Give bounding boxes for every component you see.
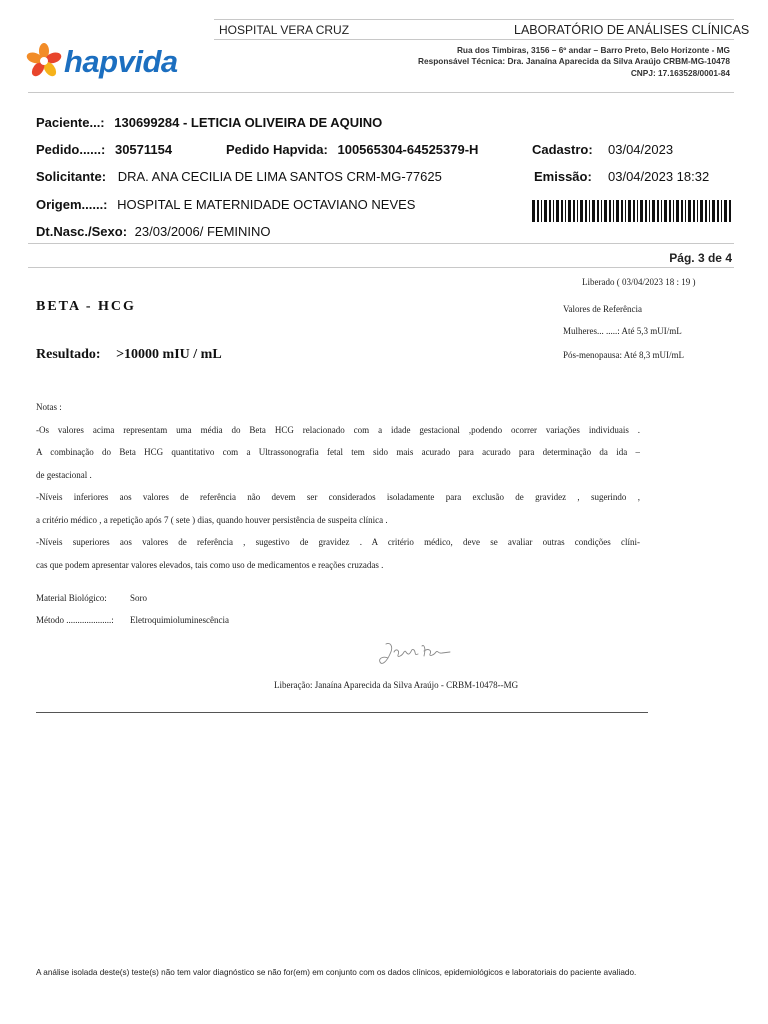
reference-postmenopause: Pós-menopausa: Até 8,3 mUI/mL: [563, 350, 684, 360]
liberado-timestamp: Liberado ( 03/04/2023 18 : 19 ): [582, 277, 696, 287]
method-label: Método ....................:: [36, 615, 114, 625]
material-label: Material Biológico:: [36, 593, 107, 603]
lab-address: Rua dos Timbiras, 3156 – 6º andar – Barro Preto, Belo Horizonte - MG: [456, 45, 730, 55]
barcode-bar: [705, 200, 707, 222]
barcode-bar: [568, 200, 571, 222]
barcode-bar: [681, 200, 683, 222]
barcode-bar: [709, 200, 710, 222]
hapvida-logo-icon: [26, 42, 62, 80]
barcode-bar: [621, 200, 623, 222]
notes-line: -Níveis superiores aos valores de referência , sugestivo de gravidez . A critério médico, deve se avaliar outras condições clíni-: [36, 537, 640, 547]
barcode-bar: [544, 200, 547, 222]
notes-block: [36, 396, 640, 576]
pedido-hapvida-value: 100565304-64525379-H: [337, 142, 479, 157]
reference-women: Mulheres... .....: Até 5,3 mUI/mL: [563, 326, 682, 336]
notes-line: -Os valores acima representam uma média do Beta HCG relacionado com a idade gestacional ,podendo ocorrer variações individuais .: [36, 424, 640, 435]
barcode-bar: [669, 200, 671, 222]
barcode-bar: [652, 200, 655, 222]
barcode-bar: [661, 200, 662, 222]
origem-label: Origem......:: [36, 197, 108, 212]
barcode-bar: [625, 200, 626, 222]
exam-title: BETA - HCG: [36, 299, 136, 314]
barcode-bar: [633, 200, 635, 222]
barcode-bar: [601, 200, 602, 222]
barcode-bar: [685, 200, 686, 222]
patient-bottom-rule: [28, 243, 734, 244]
emissao-label: Emissão:: [534, 169, 592, 184]
pedido-row: [36, 142, 172, 157]
origem-row: [36, 197, 415, 212]
barcode-bar: [585, 200, 587, 222]
barcode-bar: [729, 200, 731, 222]
barcode-bar: [577, 200, 578, 222]
footer-disclaimer: A análise isolada deste(s) teste(s) não tem valor diagnóstico se não for(em) em conjunto com os dados clínicos, epidemiológicos e laboratoriais do paciente avaliado.: [36, 968, 637, 977]
dtnasc-row: [36, 224, 271, 239]
method-value: Eletroquimioluminescência: [130, 615, 229, 625]
barcode-bar: [609, 200, 611, 222]
header-top-rule: [214, 19, 734, 20]
notes-line: a critério médico , a repetição após 7 ( sete ) dias, quando houver persistência de suspeita clínica .: [36, 514, 388, 525]
hapvida-logo-text: hapvida: [64, 44, 178, 79]
barcode-bar: [664, 200, 667, 222]
dtnasc-label: Dt.Nasc./Sexo:: [36, 224, 128, 239]
barcode-bar: [697, 200, 698, 222]
material-value: Soro: [130, 593, 148, 603]
notes-line: cas que podem apresentar valores elevados, tais como uso de medicamentos e reações cruzadas .: [36, 559, 384, 570]
barcode-bar: [580, 200, 583, 222]
notes-line: A combinação do Beta HCG quantitativo com a Ultrassonografia fetal tem sido mais acurado para acurado para determinação da ida –: [36, 447, 640, 457]
hospital-name: HOSPITAL VERA CRUZ: [219, 23, 350, 37]
barcode-bar: [597, 200, 599, 222]
dtnasc-value: 23/03/2006/ FEMININO: [134, 224, 271, 239]
header-bottom-rule: [28, 92, 734, 93]
cadastro-value: 03/04/2023: [608, 142, 674, 157]
page-number: Pág. 3 de 4: [669, 251, 732, 265]
barcode-bar: [573, 200, 575, 222]
barcode-bar: [537, 200, 539, 222]
page-rule: [28, 267, 734, 268]
barcode-bar: [556, 200, 559, 222]
notes-line: Notas :: [36, 402, 62, 412]
header-mid-rule: [214, 39, 734, 40]
pedido-value: 30571154: [114, 142, 173, 157]
notes-line: -Níveis inferiores aos valores de referência não devem ser considerados isoladamente para exclusão de gravidez , sugerindo ,: [36, 492, 640, 502]
barcode-bar: [592, 200, 595, 222]
barcode: [532, 200, 732, 222]
barcode-bar: [604, 200, 607, 222]
patient-row: [36, 115, 382, 130]
barcode-bar: [553, 200, 554, 222]
barcode-bar: [549, 200, 551, 222]
barcode-bar: [657, 200, 659, 222]
reference-title: Valores de Referência: [563, 304, 642, 314]
result-row: [36, 347, 222, 363]
barcode-bar: [640, 200, 643, 222]
lab-responsible: Responsável Técnica: Dra. Janaína Aparecida da Silva Araújo CRBM-MG-10478: [417, 56, 730, 66]
barcode-bar: [712, 200, 715, 222]
barcode-bar: [532, 200, 535, 222]
barcode-bar: [688, 200, 691, 222]
barcode-bar: [589, 200, 590, 222]
barcode-bar: [700, 200, 703, 222]
barcode-bar: [645, 200, 647, 222]
barcode-bar: [613, 200, 614, 222]
signature-image: [376, 638, 454, 672]
barcode-bar: [637, 200, 638, 222]
solicitante-label: Solicitante:: [36, 169, 107, 184]
solicitante-row: [36, 169, 442, 184]
pedido-hapvida-label: Pedido Hapvida:: [226, 142, 328, 157]
pedido-hapvida-row: [226, 142, 478, 157]
barcode-bar: [724, 200, 727, 222]
notes-line: de gestacional .: [36, 469, 92, 480]
cadastro-label: Cadastro:: [532, 142, 593, 157]
barcode-bar: [676, 200, 679, 222]
barcode-bar: [561, 200, 563, 222]
barcode-bar: [649, 200, 650, 222]
barcode-bar: [717, 200, 719, 222]
barcode-bar: [673, 200, 674, 222]
result-value: >10000 mIU / mL: [116, 347, 222, 362]
barcode-bar: [565, 200, 566, 222]
solicitante-value: DRA. ANA CECILIA DE LIMA SANTOS CRM-MG-77625: [117, 169, 442, 184]
barcode-bar: [693, 200, 695, 222]
pedido-label: Pedido......:: [36, 142, 106, 157]
emissao-value: 03/04/2023 18:32: [608, 169, 710, 184]
lab-cnpj: CNPJ: 17.163528/0001-84: [630, 68, 730, 78]
barcode-bar: [541, 200, 542, 222]
barcode-bar: [616, 200, 619, 222]
patient-label: Paciente...:: [36, 115, 105, 130]
barcode-bar: [628, 200, 631, 222]
lab-name: LABORATÓRIO DE ANÁLISES CLÍNICAS: [514, 23, 750, 37]
result-label: Resultado:: [36, 347, 101, 362]
signature-rule: [36, 712, 648, 713]
patient-value: 130699284 - LETICIA OLIVEIRA DE AQUINO: [114, 115, 383, 130]
liberacao-signer: Liberação: Janaína Aparecida da Silva Araújo - CRBM-10478--MG: [274, 680, 519, 690]
origem-value: HOSPITAL E MATERNIDADE OCTAVIANO NEVES: [117, 197, 416, 212]
barcode-bar: [721, 200, 722, 222]
